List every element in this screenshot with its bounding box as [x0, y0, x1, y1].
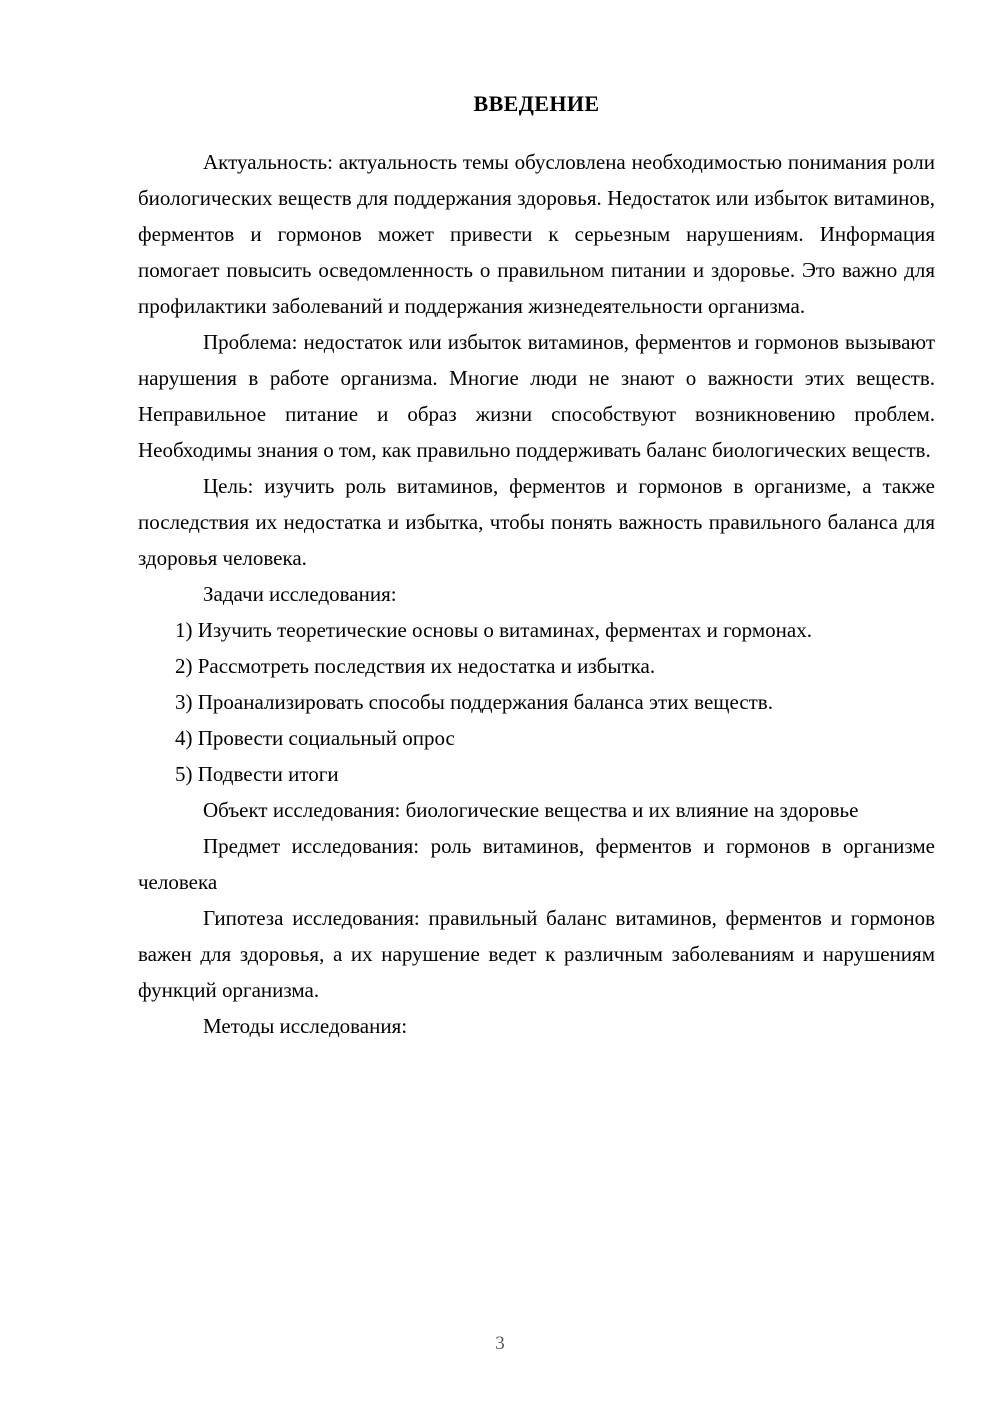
heading-tasks: Задачи исследования: — [203, 582, 397, 606]
paragraph-goal: Цель: изучить роль витаминов, ферментов и гормонов в организме, а также последствия их недостатка и избытка, чтобы понять важность правильного баланса для здоровья человека. — [138, 474, 935, 570]
list-item: 3) Проанализировать способы поддержания баланса этих веществ. — [175, 690, 773, 714]
paragraph-subject: Предмет исследования: роль витаминов, ферментов и гормонов в организме человека — [138, 834, 935, 894]
heading-methods: Методы исследования: — [203, 1014, 408, 1038]
list-item: 1) Изучить теоретические основы о витаминах, ферментах и гормонах. — [175, 618, 812, 642]
paragraph-hypothesis: Гипотеза исследования: правильный баланс витаминов, ферментов и гормонов важен для здоровья, а их нарушение ведет к различным заболеваниям и нарушениям функций организма. — [138, 906, 935, 1002]
paragraph-object: Объект исследования: биологические вещества и их влияние на здоровье — [203, 798, 859, 822]
page-number: 3 — [495, 1333, 505, 1354]
list-item: 4) Провести социальный опрос — [175, 726, 455, 750]
tasks-list — [138, 612, 935, 792]
list-item: 5) Подвести итоги — [175, 762, 339, 786]
paragraph-relevance: Актуальность: актуальность темы обусловлена необходимостью понимания роли биологических веществ для поддержания здоровья. Недостаток или избыток витаминов, ферментов и гормонов может привести к серьезным нарушениям. Информация помогает повысить осведомленность о правильном питании и здоровье. Это важно для профилактики заболеваний и поддержания жизнедеятельности организма. — [138, 150, 935, 318]
paragraph-problem: Проблема: недостаток или избыток витаминов, ферментов и гормонов вызывают нарушения в работе организма. Многие люди не знают о важности этих веществ. Неправильное питание и образ жизни способствуют возникновению проблем. Необходимы знания о том, как правильно поддерживать баланс биологических веществ. — [138, 330, 935, 462]
page-title: ВВЕДЕНИЕ — [473, 91, 600, 116]
list-item: 2) Рассмотреть последствия их недостатка и избытка. — [175, 654, 656, 678]
document-body — [138, 86, 935, 1044]
